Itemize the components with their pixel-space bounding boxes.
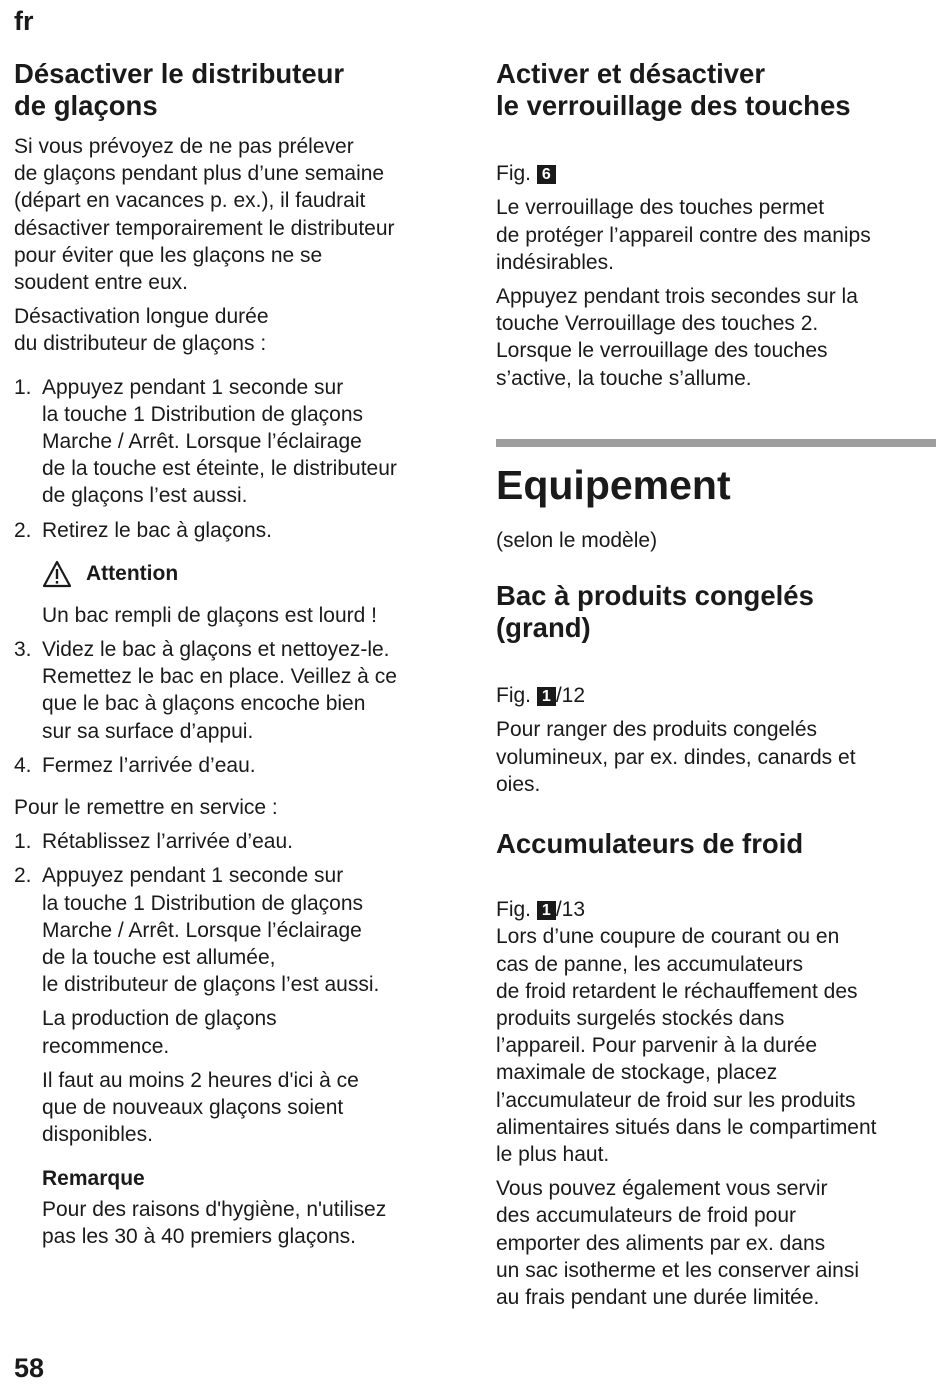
list-item	[14, 374, 454, 510]
paragraph-wait-time: Il faut au moins 2 heures d'ici à ce que de nouveaux glaçons soient disponibles.	[42, 1068, 359, 1147]
right-column	[496, 58, 936, 1318]
paragraph-reactivation: Pour le remettre en service :	[14, 796, 278, 820]
figure-reference	[496, 869, 936, 923]
step-number: 4.	[14, 753, 32, 777]
list-item	[14, 828, 454, 855]
fig-prefix: Fig.	[496, 898, 537, 922]
heading-freezer-bin: Bac à produits congelés (grand)	[496, 580, 814, 644]
paragraph-key-lock-instructions: Appuyez pendant trois secondes sur la touche Verrouillage des touches 2. Lorsque le verrouillage des touches s’active, la touche s’allume.	[496, 285, 858, 390]
section-title: Equipement	[496, 461, 731, 508]
list-item	[14, 517, 454, 544]
paragraph-intro: Si vous prévoyez de ne pas prélever de glaçons pendant plus d’une semaine (départ en vacances p. ex.), il faudrait désactiver temporairement le distributeur pour éviter que les glaçons ne se soudent entre eux.	[14, 135, 395, 295]
attention-label: Attention	[86, 561, 179, 585]
list-item	[14, 752, 454, 779]
step-text: Appuyez pendant 1 seconde sur la touche 1 Distribution de glaçons Marche / Arrêt. Lorsque l’éclairage de la touche est éteinte, le distributeur de glaçons l’est aussi.	[42, 375, 397, 508]
paragraph-production-restarts: La production de glaçons recommence.	[42, 1007, 277, 1058]
step-text: Appuyez pendant 1 seconde sur la touche 1 Distribution de glaçons Marche / Arrêt. Lorsque l’éclairage de la touche est allumée, le distributeur de glaçons l’est aussi.	[42, 864, 380, 997]
steps-list-deactivation	[14, 374, 454, 544]
step-number: 2.	[14, 864, 32, 888]
figure-reference	[496, 655, 936, 709]
note-label: Remarque	[42, 1166, 145, 1190]
step-number: 1.	[14, 375, 32, 399]
list-item	[14, 636, 454, 745]
step-text: Rétablissez l’arrivée d’eau.	[42, 830, 293, 854]
steps-list-reactivation	[14, 828, 454, 998]
fig-suffix: /12	[555, 684, 586, 708]
figure-number-badge: 1	[537, 687, 556, 706]
heading-disable-ice-dispenser: Désactiver le distributeur de glaçons	[14, 58, 345, 121]
step-text: Retirez le bac à glaçons.	[42, 518, 272, 542]
heading-cold-accumulators: Accumulateurs de froid	[496, 828, 804, 860]
heading-key-lock: Activer et désactiver le verrouillage des touches	[496, 58, 851, 121]
attention-header	[42, 560, 454, 588]
figure-number-badge: 6	[537, 165, 556, 184]
step-number: 2.	[14, 518, 32, 542]
paragraph-key-lock-purpose: Le verrouillage des touches permet de protéger l’appareil contre des manips indésirables.	[496, 196, 871, 274]
note-text: Pour des raisons d'hygiène, n'utilisez pas les 30 à 40 premiers glaçons.	[42, 1197, 387, 1248]
figure-number-badge: 1	[537, 901, 556, 920]
attention-text: Un bac rempli de glaçons est lourd !	[42, 603, 378, 627]
left-column	[14, 58, 454, 1257]
page-number: 58	[14, 1353, 45, 1383]
language-label: fr	[14, 6, 34, 36]
step-number: 3.	[14, 638, 32, 662]
paragraph-cold-accumulators: Lors d’une coupure de courant ou en cas de panne, les accumulateurs de froid retardent le réchauffement des produits surgelés stockés dans l’appareil. Pour parvenir à la durée maximale de stockage, placez l’accumulateur de froid sur les produits alimentaires situés dans le compartiment le plus haut.	[496, 925, 877, 1167]
warning-triangle-icon	[42, 560, 72, 588]
step-number: 1.	[14, 830, 32, 854]
fig-suffix: /13	[555, 898, 586, 922]
section-divider	[496, 439, 936, 447]
list-item	[14, 862, 454, 998]
step-text: Videz le bac à glaçons et nettoyez-le. Remettez le bac en place. Veillez à ce que le bac à glaçons encoche bien sur sa surface d’appui.	[42, 638, 397, 743]
figure-reference	[496, 133, 936, 187]
section-subtitle: (selon le modèle)	[496, 528, 658, 552]
paragraph-cold-accumulators-usage: Vous pouvez également vous servir des accumulateurs de froid pour emporter des aliments par ex. dans un sac isotherme et les conserver ainsi au frais pendant une durée limitée.	[496, 1177, 859, 1310]
steps-list-continued	[14, 636, 454, 779]
step-text: Fermez l’arrivée d’eau.	[42, 753, 256, 777]
paragraph-freezer-bin: Pour ranger des produits congelés volumineux, par ex. dindes, canards et oies.	[496, 718, 856, 796]
paragraph-long-deactivation: Désactivation longue durée du distributeur de glaçons :	[14, 305, 269, 356]
fig-prefix: Fig.	[496, 684, 537, 708]
fig-prefix: Fig.	[496, 162, 537, 186]
